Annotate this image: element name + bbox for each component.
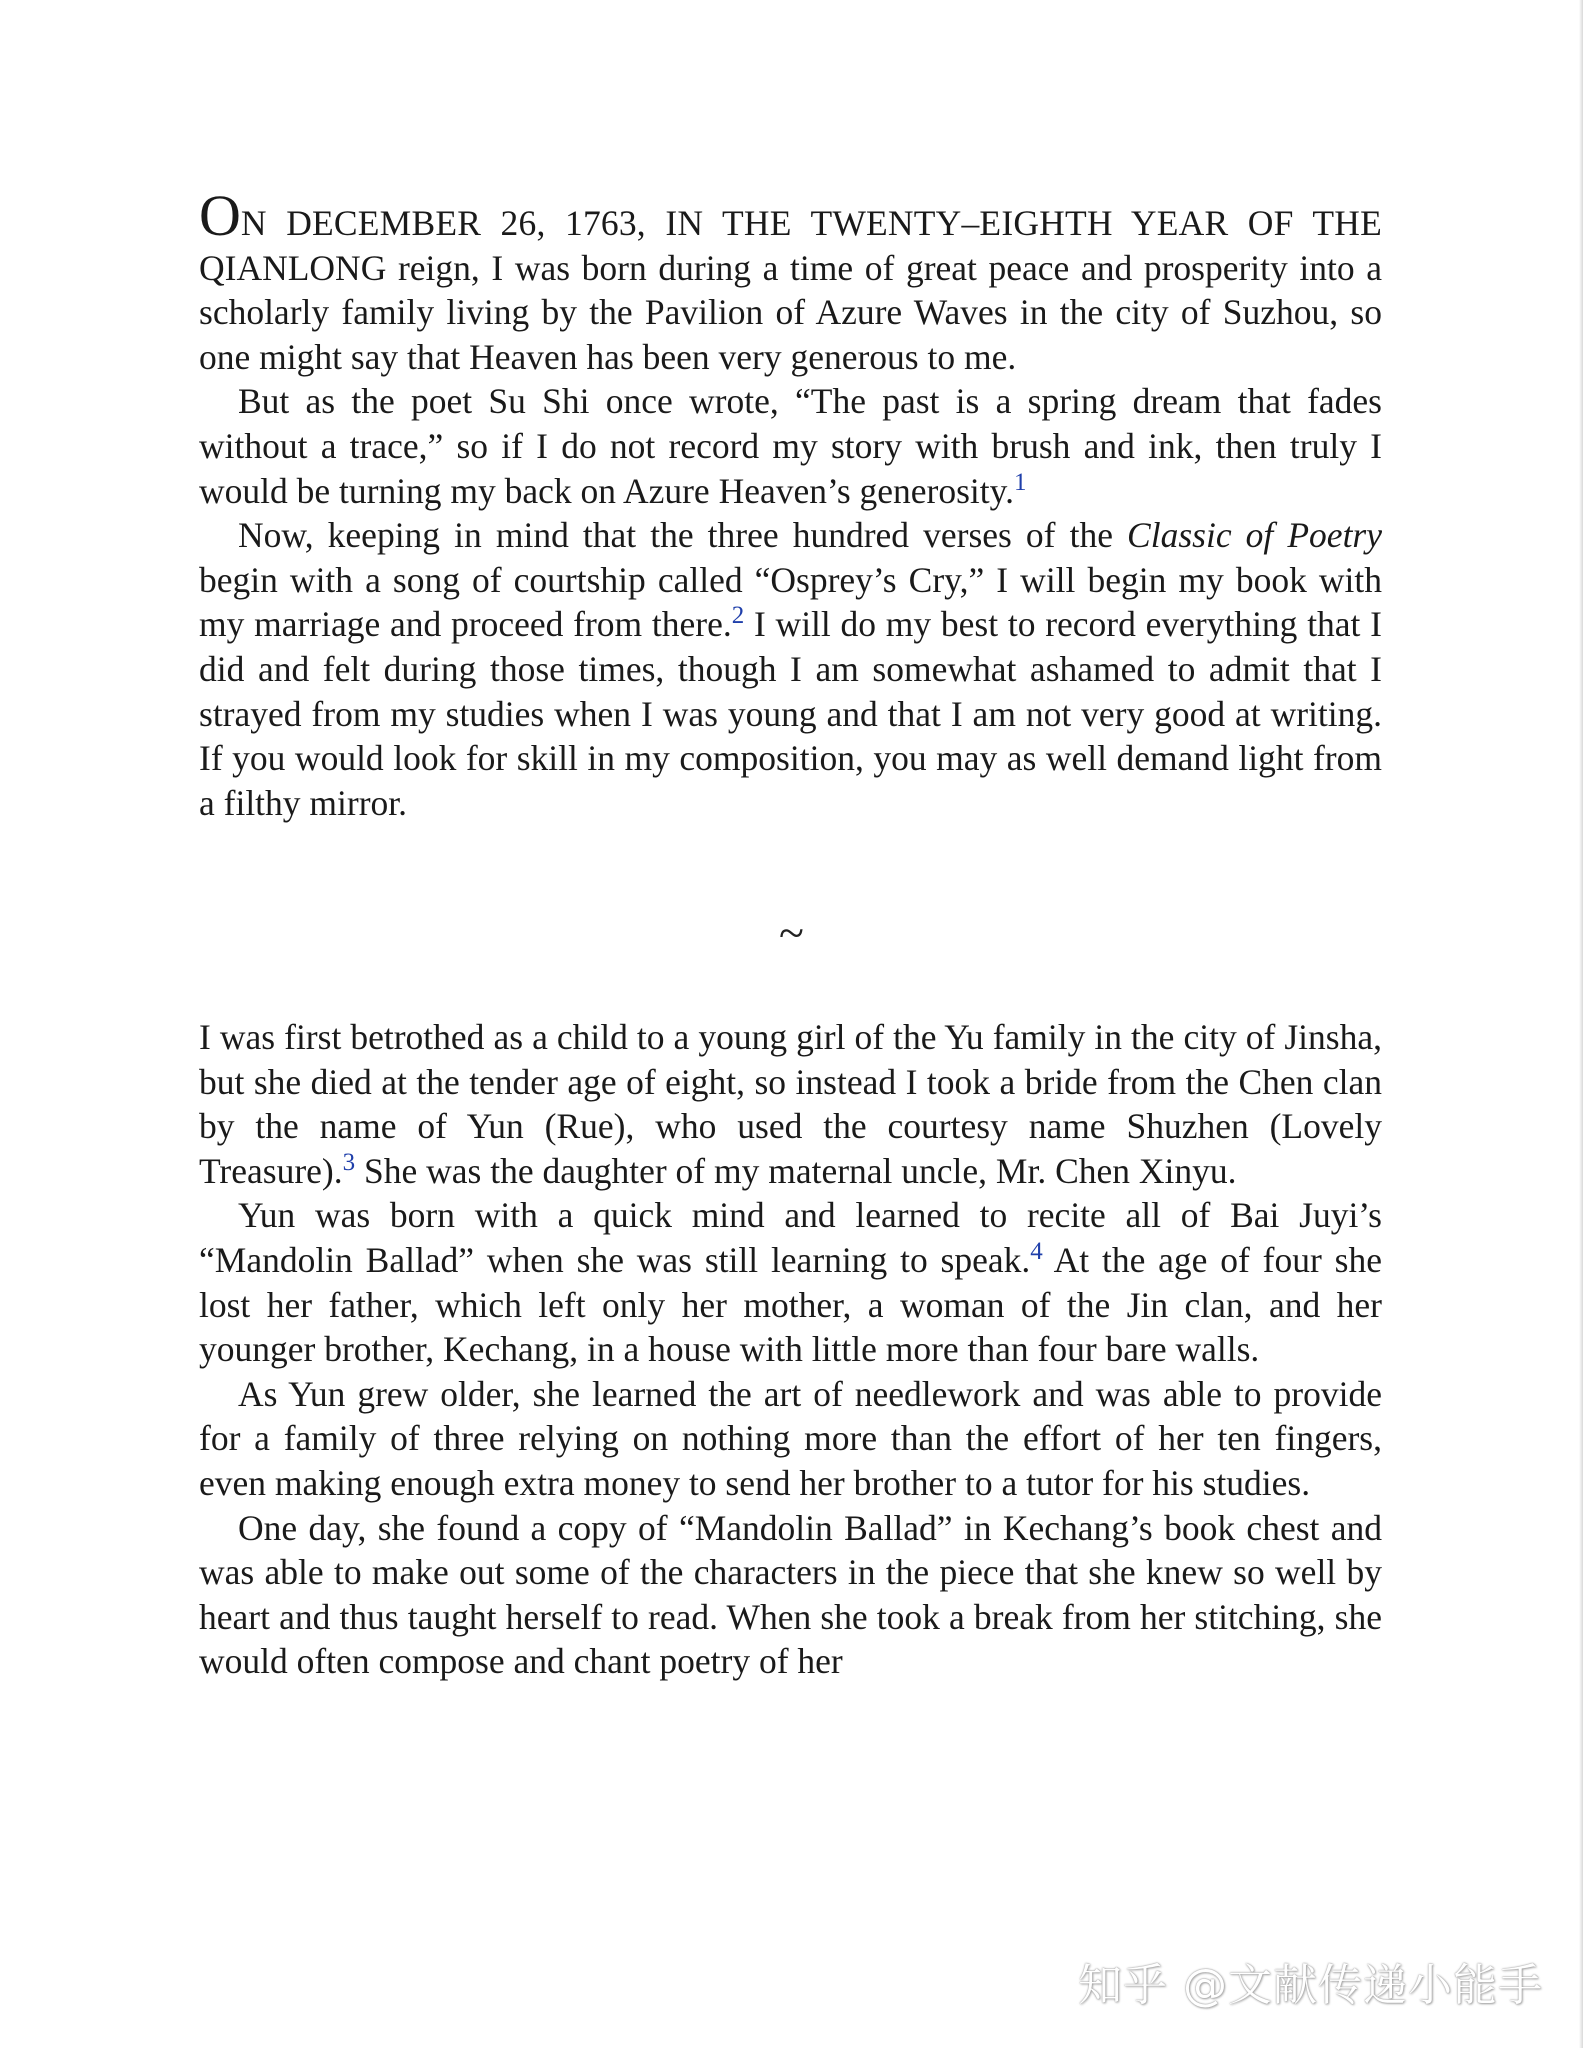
footnote-ref-4[interactable]: 4 (1030, 1238, 1043, 1266)
paragraph-text: But as the poet Su Shi once wrote, “The past is a spring dream that fades without a trace,” so if I do not record my story with brush and ink, then truly I would be turning my back on Azure Heaven’s generosity. (199, 381, 1382, 511)
paragraph-text: Now, keeping in mind that the three hundred verses of the (238, 515, 1128, 556)
paragraph-classic-of-poetry (199, 513, 1382, 825)
footnote-ref-3[interactable]: 3 (342, 1148, 356, 1176)
section-break-ornament: ~ (779, 907, 804, 958)
section-two (199, 1015, 1382, 1684)
paragraph-text: I will do my best to record everything that I did and felt during those times, though I am somewhat ashamed to admit that I strayed from my studies when I was young and that I am not very good at writing. If you would look for skill in my composition, you may as well demand light from a filthy mirror. (199, 604, 1383, 823)
drop-cap: O (199, 183, 241, 248)
paragraph-text: QIANLONG reign, I was born during a time of great peace and prosperity into a scholarly family living by the Pavilion of Azure Waves in the city of Suzhou, so one might say that Heaven has been very generous to me. (199, 247, 1382, 377)
footnote-ref-2[interactable]: 2 (731, 602, 745, 630)
paragraph-betrothal (199, 1015, 1382, 1193)
section-one (199, 183, 1383, 825)
paragraph-text: At the age of four she lost her father, which left only her mother, a woman of the Jin clan, and her younger brother, Kechang, in a house with little more than four bare walls. (199, 1239, 1382, 1370)
paragraph-text: Yun was born with a quick mind and learned to recite all of Bai Juyi’s “Mandolin Ballad” when she was still learning to speak. (199, 1195, 1382, 1280)
paragraph-needlework (199, 1372, 1382, 1506)
paragraph-text: As Yun grew older, she learned the art of needlework and was able to provide for a family of three relying on nothing more than the effort of her ten fingers, even making enough extra money to send her brother to a tutor for his studies. (199, 1373, 1382, 1503)
paragraph-text: She was the daughter of my maternal uncle, Mr. Chen Xinyu. (355, 1150, 1237, 1191)
opening-caps: N DECEMBER 26, 1763, IN THE TWENTY–EIGHTH YEAR OF THE (240, 203, 1382, 243)
watermark: 知乎 @文献传递小能手 (1078, 1960, 1543, 2011)
paragraph-yun-childhood (199, 1193, 1382, 1371)
paragraph-opening (199, 183, 1382, 379)
paragraph-text: begin with a song of courtship called “Osprey’s Cry,” I will begin my book with my marriage and proceed from there. (199, 559, 1382, 645)
paragraph-text: I was first betrothed as a child to a young girl of the Yu family in the city of Jinsha, but she died at the tender age of eight, so instead I took a bride from the Chen clan by the name of Yun (Rue), who used the courtesy name Shuzhen (Lovely Treasure). (199, 1017, 1382, 1191)
paragraph-self-taught (199, 1506, 1382, 1684)
page-edge-shadow (1579, 0, 1583, 2048)
footnote-ref-1[interactable]: 1 (1013, 468, 1027, 496)
book-title: Classic of Poetry (1127, 515, 1382, 556)
paragraph-su-shi (199, 379, 1382, 513)
paragraph-text: One day, she found a copy of “Mandolin Ballad” in Kechang’s book chest and was able to make out some of the characters in the piece that she knew so well by heart and thus taught herself to read. When she took a break from her stitching, she would often compose and chant poetry of her (199, 1507, 1382, 1682)
